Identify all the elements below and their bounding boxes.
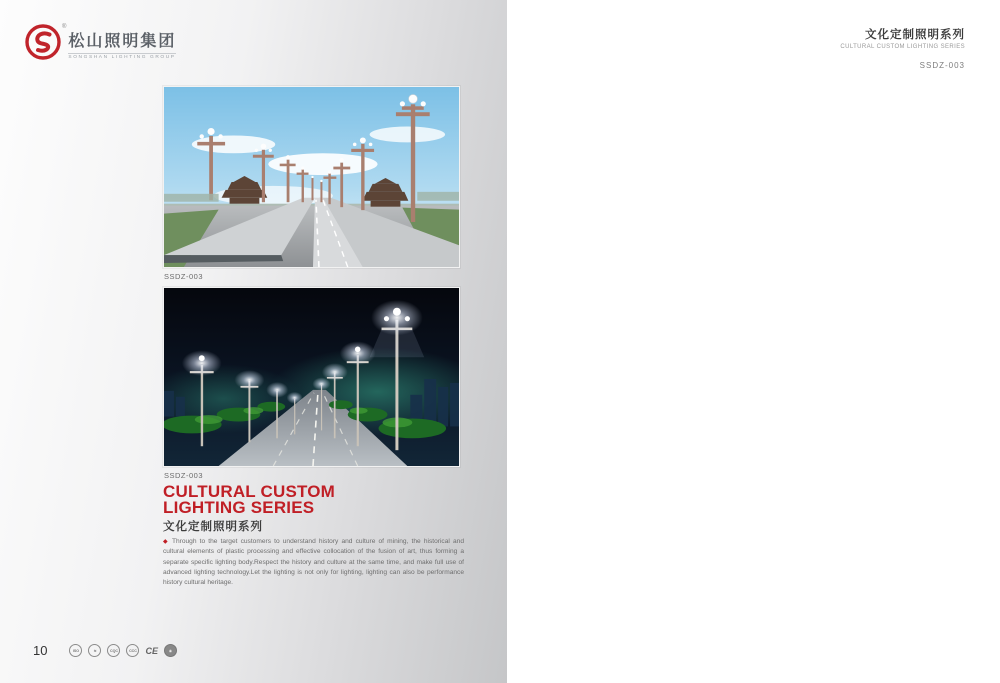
round-badge-icon: ◉ [164, 644, 177, 657]
certification-icons [69, 644, 177, 657]
series-subtitle-cn: 文化定制照明系列 [163, 521, 263, 533]
day-scene-photo [163, 86, 460, 268]
series-description-text: Through to the target customers to understand history and culture of mining, the historical and cultural elements of plastic processing and effective collocation of the fusion of art, thus forming a separate specific lighting body.Respect the history and culture at the same time, and make full use of advanced lighting technology.Let the lighting is not only for lighting, lighting can also be performance history cultural heritage. [163, 538, 464, 586]
night-photo-model-label: SSDZ-003 [164, 471, 204, 480]
registered-mark: ® [62, 24, 67, 30]
iso-badge-icon: ISO [69, 644, 82, 657]
page-number-left: 10 [33, 643, 48, 658]
series-description [163, 537, 464, 588]
series-title [163, 484, 335, 516]
diamond-bullet-icon: ◆ [163, 539, 169, 545]
quality-emblem-icon: ≋ [88, 644, 101, 657]
brand-logo [25, 24, 176, 60]
day-photo-model-label: SSDZ-003 [164, 272, 204, 281]
cqc-icon: CQC [107, 644, 120, 657]
brand-name-cn: 松山照明集团 [68, 33, 177, 50]
songshan-logo-icon [25, 24, 61, 60]
ccc-icon: CCC [126, 644, 139, 657]
series-title-line1: CULTURAL CUSTOM [163, 482, 336, 501]
series-title-line2: LIGHTING SERIES [163, 498, 315, 517]
brand-name-en: SONGSHAN LIGHTING GROUP [68, 55, 176, 60]
left-footer [33, 643, 177, 658]
header-series-cn: 文化定制照明系列 [865, 29, 965, 41]
night-scene-photo [163, 287, 460, 467]
header-series-en: CULTURAL CUSTOM LIGHTING SERIES [840, 44, 965, 50]
header-model: SSDZ-003 [919, 61, 965, 70]
ce-mark-icon: CE [145, 645, 158, 656]
right-page [507, 0, 1000, 683]
right-header [840, 26, 965, 70]
